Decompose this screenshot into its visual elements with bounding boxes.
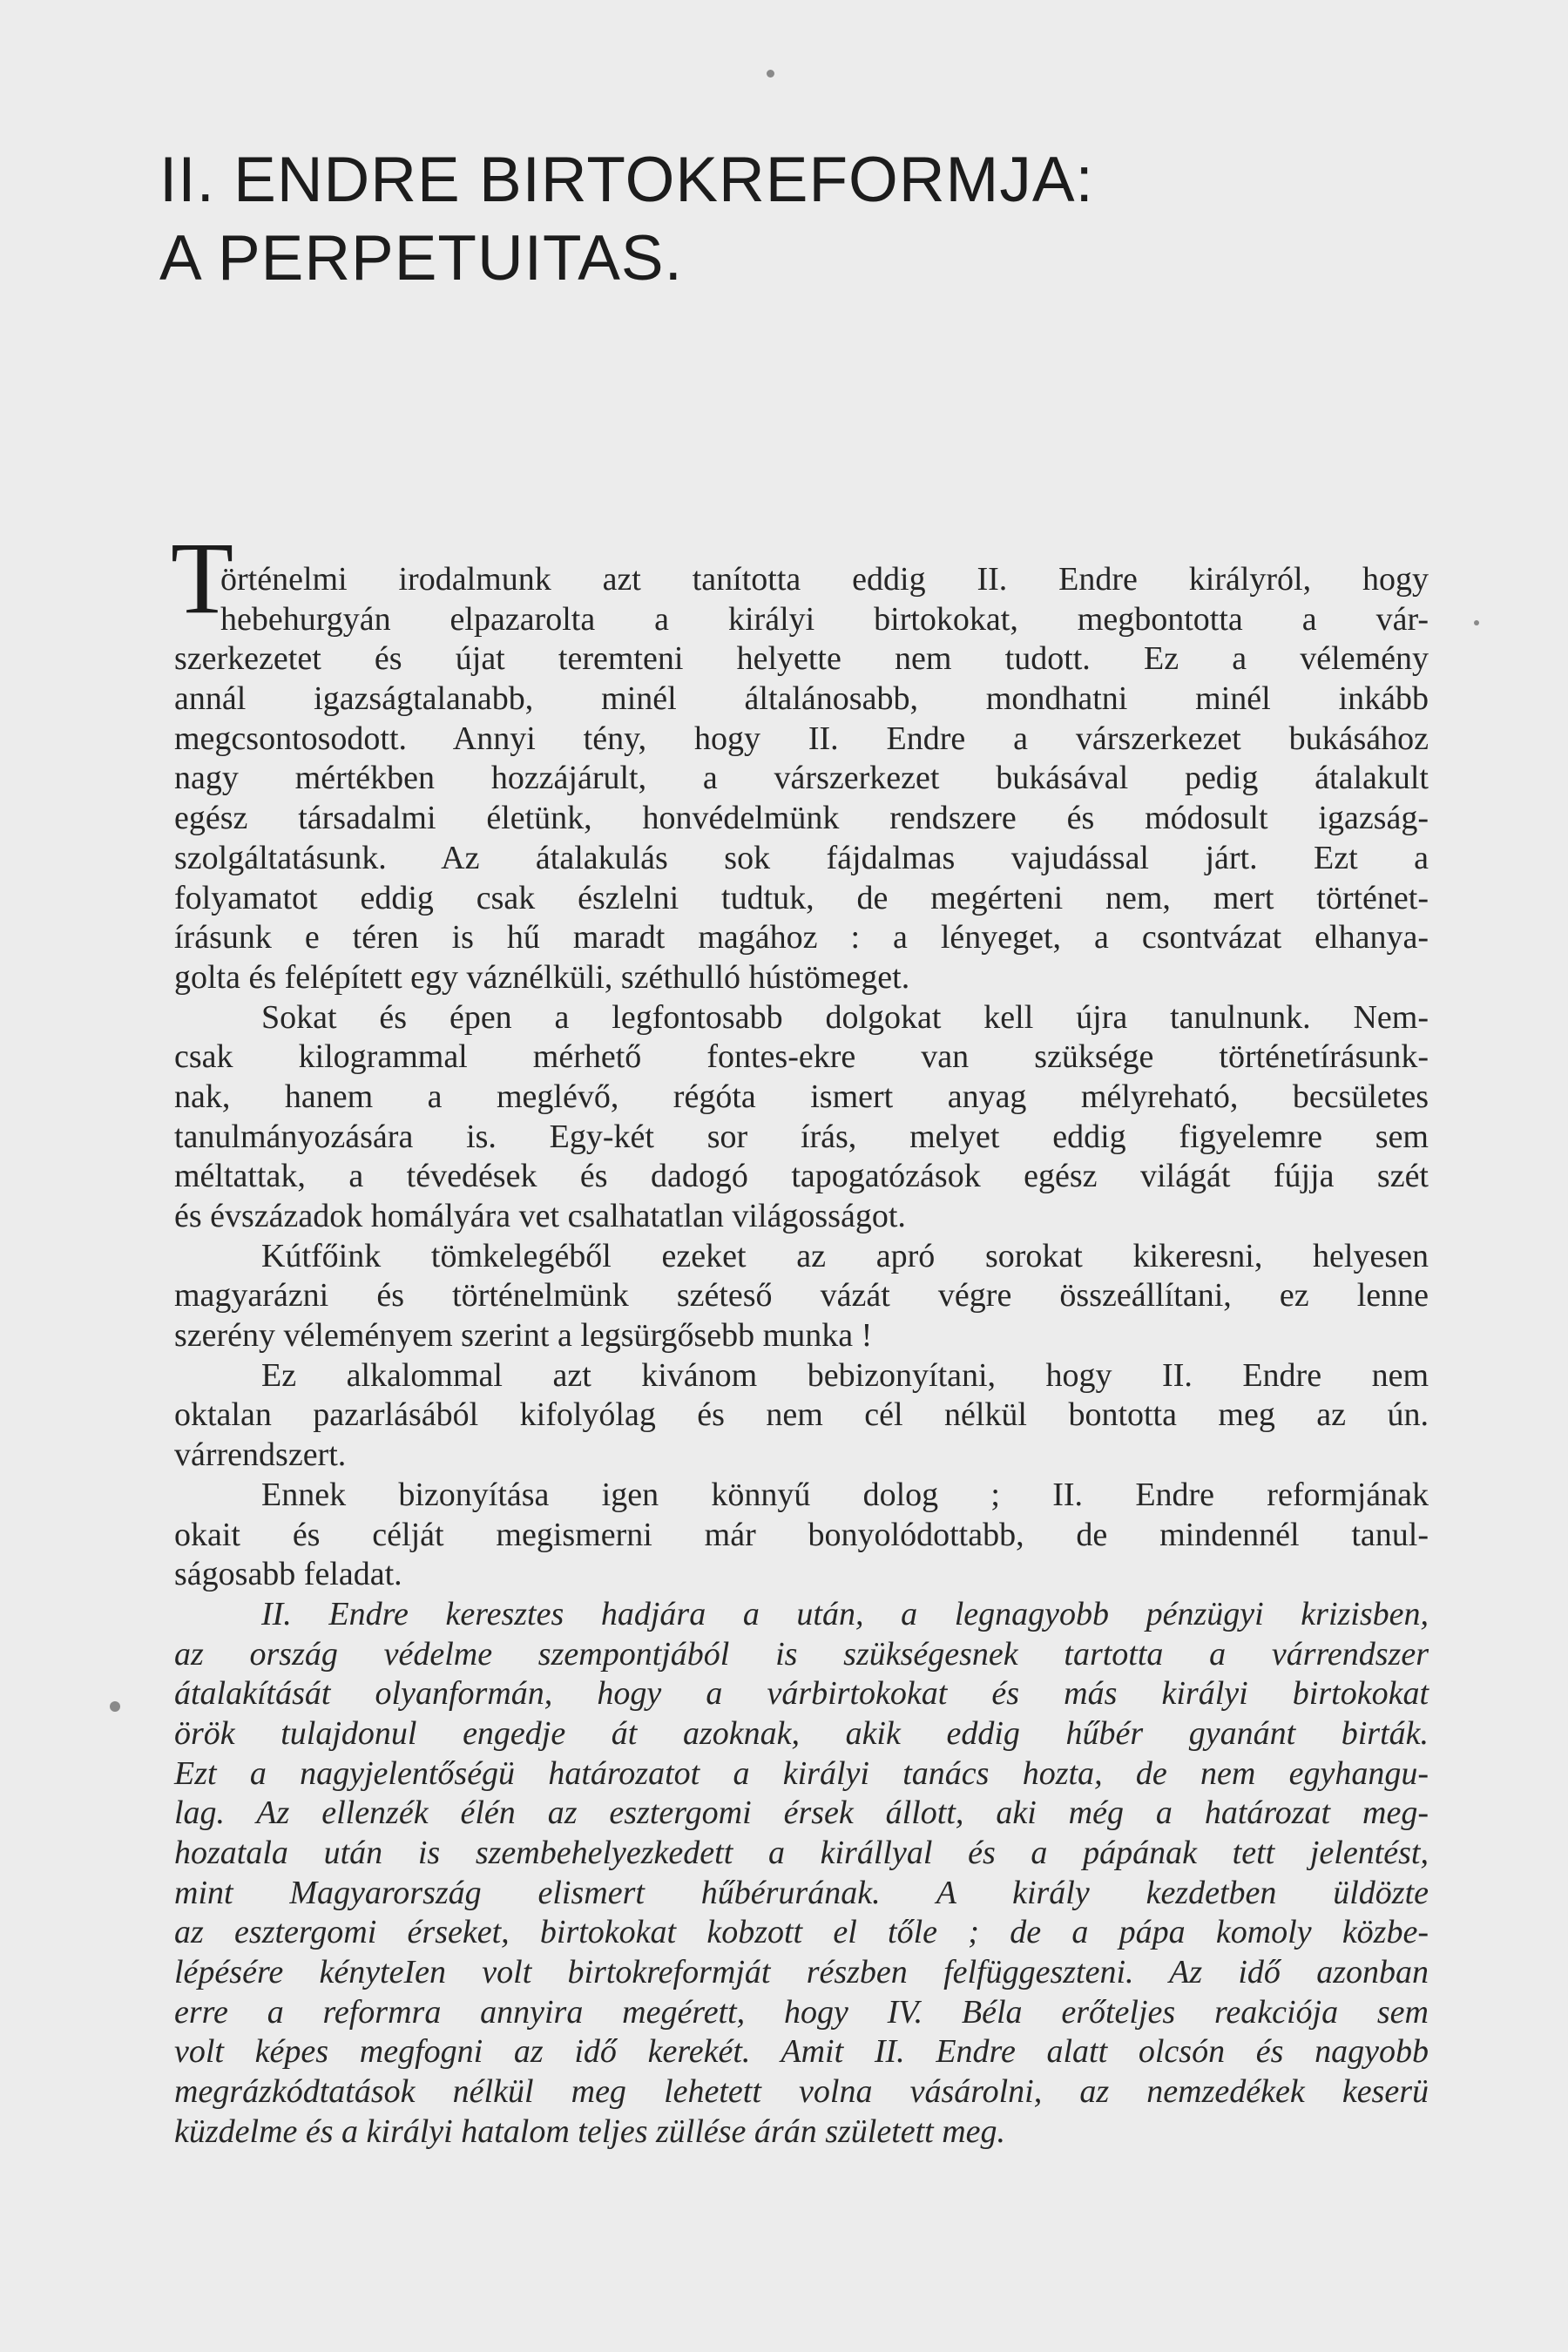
text-line-italic: II. Endre keresztes hadjára a után, a legnagyobb pénzügyi krizisben, [261, 1595, 1429, 1632]
paper-speck [1474, 620, 1479, 625]
text-line: magyarázni és történelmünk széteső vázát végre összeállítani, ez lenne [174, 1277, 1429, 1315]
text-line-italic: küzdelme és a királyi hatalom teljes züllése árán született meg. [174, 2112, 1006, 2150]
text-line: Ez alkalommal azt kivánom bebizonyítani, hogy II. Endre nem [261, 1356, 1429, 1394]
text-line: megcsontosodott. Annyi tény, hogy II. Endre a várszerkezet bukásához [174, 720, 1429, 757]
text-line: Kútfőink tömkelegéből ezeket az apró sorokat kikeresni, helyesen [261, 1237, 1429, 1274]
text-line: méltattak, a tévedések és dadogó tapogatózások egész világát fújja szét [174, 1158, 1429, 1195]
text-line: okait és célját megismerni már bonyolódottabb, de mindennél tanul- [174, 1516, 1429, 1553]
paper-speck [110, 1701, 120, 1712]
text-line: Sokat és épen a legfontosabb dolgokat kell újra tanulnunk. Nem- [261, 998, 1429, 1036]
text-line: annál igazságtalanabb, minél általánosabb, mondhatni minél inkább [174, 680, 1429, 718]
text-line: ságosabb feladat. [174, 1556, 402, 1593]
paper-speck [767, 70, 774, 78]
text-line-italic: az ország védelme szempontjából is szükségesnek tartotta a várrendszer [174, 1635, 1429, 1673]
text-line-italic: az esztergomi érseket, birtokokat kobzott el tőle ; de a pápa komoly közbe- [174, 1914, 1429, 1951]
text-line-italic: lag. Az ellenzék élén az esztergomi érsek állott, aki még a határozat meg- [174, 1794, 1429, 1832]
text-line: várrendszert. [174, 1436, 347, 1474]
text-line: hebehurgyán elpazarolta a királyi birtokokat, megbontotta a vár- [220, 600, 1429, 638]
text-line: tanulmányozására is. Egy-két sor írás, melyet eddig figyelemre sem [174, 1118, 1429, 1155]
text-line: folyamatot eddig csak észlelni tudtuk, de megérteni nem, mert történet- [174, 879, 1429, 916]
text-line-italic: megrázkódtatások nélkül meg lehetett volna vásárolni, az nemzedékek keserü [174, 2073, 1429, 2111]
text-line: szolgáltatásunk. Az átalakulás sok fájdalmas vajudással járt. Ezt a [174, 839, 1429, 876]
text-line: nagy mértékben hozzájárult, a várszerkezet bukásával pedig átalakult [174, 760, 1429, 797]
text-line-italic: erre a reformra annyira megérett, hogy IV. Béla erőteljes reakciója sem [174, 1993, 1429, 2031]
text-line-italic: volt képes megfogni az idő kerekét. Amit II. Endre alatt olcsón és nagyobb [174, 2033, 1429, 2071]
chapter-title-line-2: A PERPETUITAS. [159, 223, 683, 294]
text-line-italic: örök tulajdonul engedje át azoknak, akik eddig hűbér gyanánt birták. [174, 1714, 1429, 1752]
body-text [174, 560, 1429, 2153]
text-line-italic: mint Magyarország elismert hűbérurának. A király kezdetben üldözte [174, 1874, 1429, 1911]
text-line: egész társadalmi életünk, honvédelmünk rendszere és módosult igazság- [174, 800, 1429, 837]
drop-cap: T [171, 521, 234, 635]
text-line-italic: lépésére kényteIen volt birtokreformját részben felfüggeszteni. Az idő azonban [174, 1954, 1429, 1991]
chapter-title [159, 141, 1292, 298]
text-line: csak kilogrammal mérhető fontes-ekre van szüksége történetírásunk- [174, 1038, 1429, 1076]
text-line-italic: átalakítását olyanformán, hogy a várbirtokokat és más királyi birtokokat [174, 1675, 1429, 1713]
text-line: oktalan pazarlásából kifolyólag és nem cél nélkül bontotta meg az ún. [174, 1396, 1429, 1434]
text-line: Ennek bizonyítása igen könnyű dolog ; II. Endre reformjának [261, 1476, 1429, 1513]
text-line: és évszázadok homályára vet csalhatatlan világosságot. [174, 1198, 906, 1234]
text-line: szerkezetet és újat teremteni helyette nem tudott. Ez a vélemény [174, 640, 1429, 678]
text-line: golta és felépített egy váznélküli, széthulló hústömeget. [174, 958, 910, 996]
text-line-italic: Ezt a nagyjelentőségü határozatot a királyi tanács hozta, de nem egyhangu- [174, 1754, 1429, 1792]
text-line: nak, hanem a meglévő, régóta ismert anyag mélyreható, becsületes [174, 1078, 1429, 1115]
chapter-title-line-1: II. ENDRE BIRTOKREFORMJA: [159, 145, 1094, 215]
text-line: szerény véleményem szerint a legsürgősebb munka ! [174, 1317, 873, 1355]
text-line: örténelmi irodalmunk azt tanította eddig II. Endre királyról, hogy [220, 561, 1429, 598]
text-line: írásunk e téren is hű maradt magához : a lényeget, a csontvázat elhanya- [174, 919, 1429, 956]
text-line-italic: hozatala után is szembehelyezkedett a királlyal és a pápának tett jelentést, [174, 1835, 1429, 1871]
